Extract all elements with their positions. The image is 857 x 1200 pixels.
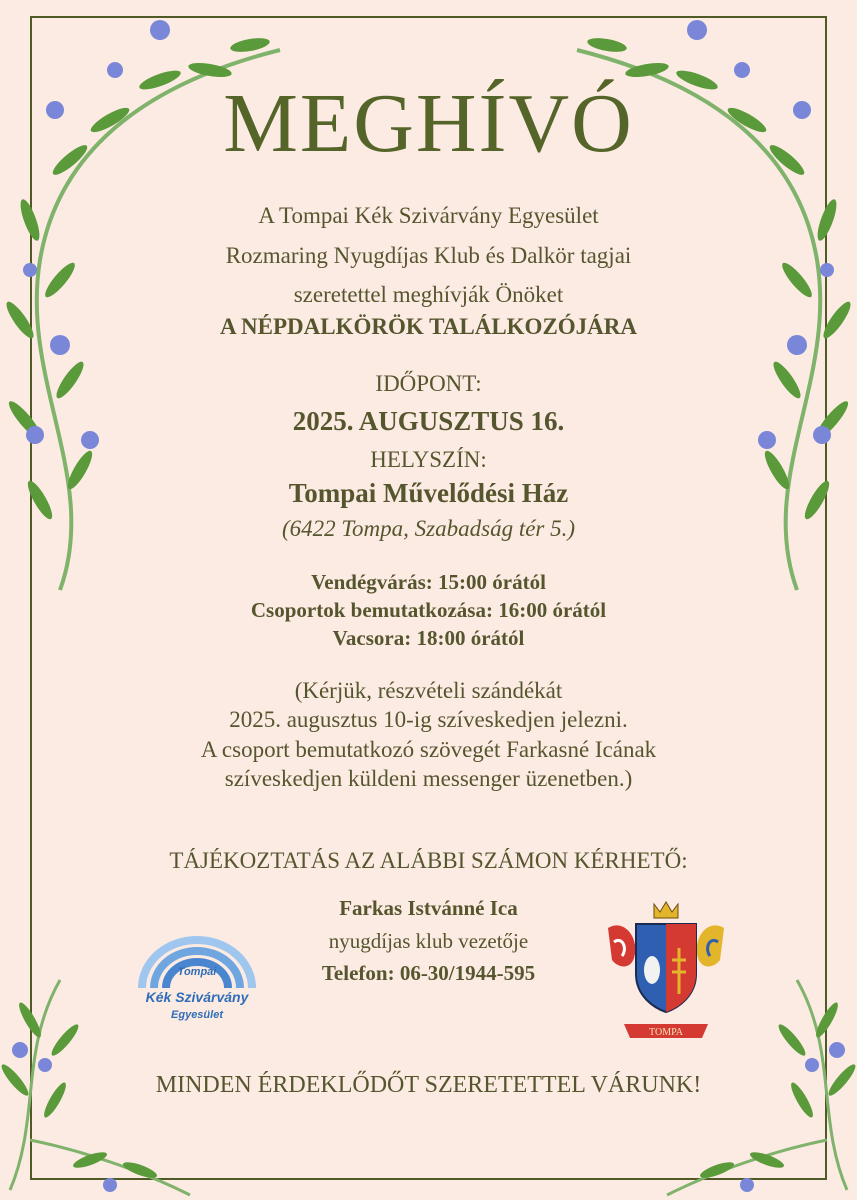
logo-line-2: Kék Szivárvány bbox=[145, 989, 249, 1005]
event-date: 2025. AUGUSZTUS 16. bbox=[292, 406, 565, 436]
intro-line-3: szeretettel meghívják Önöket bbox=[293, 282, 564, 307]
logo-line-3: Egyesület bbox=[171, 1009, 223, 1021]
intro-line-1: A Tompai Kék Szivárvány Egyesület bbox=[258, 203, 599, 228]
event-name: A NÉPDALKÖRÖK TALÁLKOZÓJÁRA bbox=[219, 314, 638, 339]
note-line: 2025. augusztus 10-ig szíveskedjen jelezni. bbox=[229, 707, 628, 732]
intro-line-2: Rozmaring Nyugdíjas Klub és Dalkör tagjai bbox=[225, 243, 632, 268]
contact-phone: Telefon: 06-30/1944-595 bbox=[321, 961, 536, 985]
crest-banner: TOMPA bbox=[649, 1027, 683, 1038]
venue-address: (6422 Tompa, Szabadság tér 5.) bbox=[281, 516, 576, 541]
place-label: HELYSZÍN: bbox=[370, 447, 487, 472]
info-heading: TÁJÉKOZTATÁS AZ ALÁBBI SZÁMON KÉRHETŐ: bbox=[169, 848, 688, 873]
schedule-item: Vacsora: 18:00 órától bbox=[332, 626, 525, 650]
note-line: (Kérjük, részvételi szándékát bbox=[294, 678, 563, 703]
note-line: A csoport bemutatkozó szövegét Farkasné Icának bbox=[200, 737, 657, 762]
schedule-item: Csoportok bemutatkozása: 16:00 órától bbox=[250, 598, 607, 622]
contact-name: Farkas Istvánné Ica bbox=[339, 896, 518, 920]
tompa-coat-of-arms bbox=[604, 898, 728, 1048]
kek-szivarvany-logo bbox=[134, 930, 260, 1030]
logo-line-1: Tompai bbox=[177, 966, 217, 978]
rainbow-icon bbox=[134, 930, 260, 1030]
contact-role: nyugdíjas klub vezetője bbox=[328, 929, 529, 953]
venue-name: Tompai Művelődési Ház bbox=[288, 478, 569, 508]
schedule-item: Vendégvárás: 15:00 órától bbox=[311, 570, 546, 594]
note-line: szíveskedjen küldeni messenger üzenetben.) bbox=[224, 766, 633, 791]
page-title: MEGHÍVÓ bbox=[223, 77, 634, 170]
coat-of-arms-icon bbox=[604, 898, 728, 1048]
closing-text: MINDEN ÉRDEKLŐDŐT SZERETETTEL VÁRUNK! bbox=[155, 1072, 702, 1098]
time-label: IDŐPONT: bbox=[375, 371, 482, 396]
